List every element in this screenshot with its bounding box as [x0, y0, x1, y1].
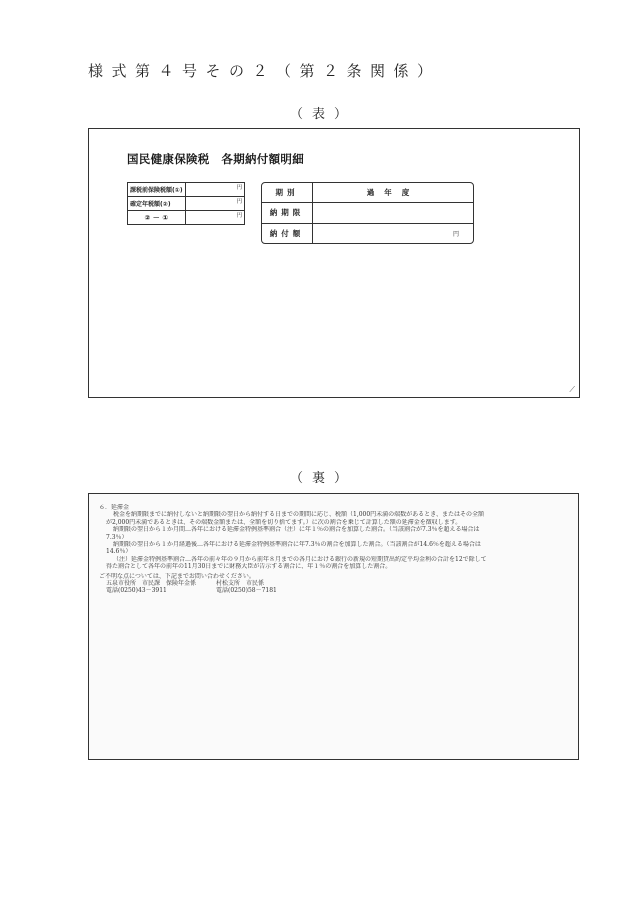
table-row: [128, 197, 245, 211]
contact-dept: 五泉市役所 市民課 保険年金係: [106, 580, 197, 588]
tax-amount-table: [127, 182, 245, 225]
notes-line: 得た割合として各年の前年の11月30日までに財務大臣が告示する割合に、年１％の割合を加算した割合。: [106, 563, 392, 571]
contact-phone: 電話(0250)58－7181: [216, 587, 277, 595]
notes-line: が2,000円未満であるときは、その端数金額または、全額を切り捨てます。）に次の割合を乗じて計算した額の延滞金を徴収します。: [106, 518, 462, 526]
front-panel: [88, 128, 580, 398]
difference-value: 円: [185, 211, 244, 225]
table-row: [128, 183, 245, 197]
corner-mark-icon: ⟋: [569, 385, 575, 394]
table-row: [128, 211, 245, 225]
pre-tax-value: 円: [185, 183, 244, 197]
annual-tax-label: 確定年税額(②): [128, 197, 186, 211]
payment-amount-value: 円: [452, 230, 459, 238]
notes-heading: ６．延滞金: [99, 504, 130, 511]
installment-table: [261, 182, 474, 244]
table-row: [262, 203, 473, 224]
front-side-label: （表）: [290, 107, 357, 122]
period-value: 過年度: [313, 183, 474, 203]
notes-line: 納期限の翌日から１か月間…各年における延滞金特例基準割合（注）に年１％の割合を加算した割合。（当該割合が7.3％を超える場合は: [113, 526, 480, 534]
period-label: 期別: [262, 183, 313, 203]
notes-line: 納期限の翌日から１か月経過後…各年における延滞金特例基準割合に年7.3％の割合を加算した割合。（当該割合が14.6％を超える場合は: [113, 541, 481, 549]
annual-tax-value: 円: [185, 197, 244, 211]
payment-amount-label: 納付額: [262, 223, 313, 243]
table-row: [262, 223, 473, 243]
notes-line: 7.3％）: [106, 533, 128, 541]
notes-line: 税金を納期限までに納付しないと納期限の翌日から納付する日までの期間に応じ、税額（1,000円未満の端数があるとき、またはその全額: [113, 511, 484, 519]
contact-phone-row: [99, 587, 564, 594]
pre-tax-label: 課税前保険税額(①): [128, 183, 186, 197]
contact-dept: 村松支所 市民係: [216, 580, 265, 588]
difference-label: ② － ①: [128, 211, 186, 225]
contact-intro: ご不明な点については、下記までお問い合わせください。: [99, 572, 255, 580]
notes-line: （注）延滞金特例基準割合…各年の前々年の９月から前年８月までの各月における銀行の新規の短期貸出約定平均金利の合計を12で除して: [113, 555, 487, 563]
form-title: 国民健康保険税 各期納付額明細: [127, 152, 304, 166]
notes-line: 14.6％）: [106, 548, 132, 556]
page-title: 様式第４号その２（第２条関係）: [88, 62, 441, 80]
table-row: [262, 183, 473, 203]
late-fee-notes: [99, 504, 564, 595]
contact-phone: 電話(0250)43－3911: [106, 587, 167, 595]
contact-section: [99, 573, 564, 595]
contact-dept-row: [99, 580, 564, 587]
back-side-label: （裏）: [290, 471, 357, 486]
due-date-label: 納期限: [262, 203, 313, 224]
due-date-value: [313, 203, 474, 224]
back-panel: [88, 493, 579, 760]
